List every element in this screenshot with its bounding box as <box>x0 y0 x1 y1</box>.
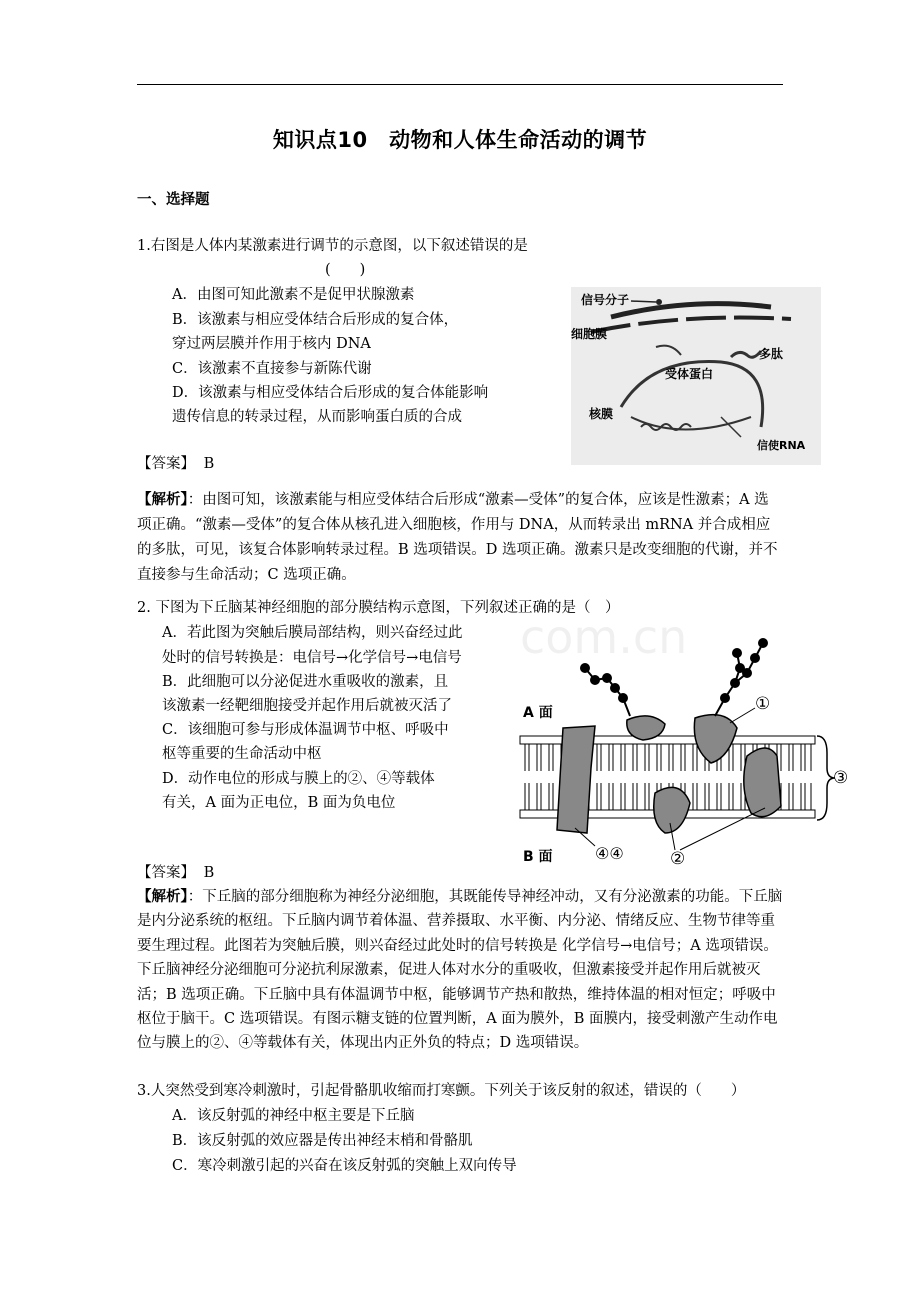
q2-answer-label: 【答案】 <box>137 865 195 881</box>
mrna-label: 信使RNA <box>757 439 806 452</box>
q2-answer <box>137 861 214 882</box>
q2-analysis-text: ：下丘脑的部分细胞称为神经分泌细胞，其既能传导神经冲动，又有分泌激素的功能。下丘脑是内分泌系统的枢纽。下丘脑内调节着体温、营养摄取、水平衡、内分泌、情绪反应、生物节律等重要生理过程。此图若为突触后膜，则兴奋经过此处时的信号转换是 化学信号→电信号；A 选项错误。下丘脑神经分泌细胞可分泌抗利尿激素，促进人体对水分的重吸收，但激素接受并起作用后就被灭活；B 选项正确。下丘脑中具有体温调节中枢，能够调节产热和散热，维持体温的相对恒定；呼吸中枢位于脑干。C 选项错误。有图示糖支链的位置判断，A 面为膜外，B 面膜内，接受刺激产生动作电位与膜上的②、④等载体有关，体现出内正外负的特点；D 选项错误。 <box>137 889 783 1052</box>
watermark: com.cn <box>520 610 688 664</box>
q1-option-b-cont: 穿过两层膜并作用于核内 DNA <box>172 336 371 352</box>
q3-option-a: A．该反射弧的神经中枢主要是下丘脑 <box>172 1108 415 1124</box>
polypeptide-label: 多肽 <box>759 347 784 361</box>
cell-membrane-label: 细胞膜 <box>571 327 608 341</box>
hormone-figure <box>571 287 821 465</box>
q1-analysis-label: 【解析】 <box>137 492 188 508</box>
page-title: 知识点10 动物和人体生命活动的调节 <box>272 128 648 152</box>
q1-answer <box>137 452 214 473</box>
callout-3: ③ <box>833 768 849 788</box>
b-side-label: B 面 <box>523 849 553 865</box>
q2-option-a: A．若此图为突触后膜局部结构，则兴奋经过此 <box>162 625 463 641</box>
q3-option-b: B．该反射弧的效应器是传出神经末梢和骨骼肌 <box>172 1133 473 1149</box>
nuclear-membrane-label: 核膜 <box>589 407 614 421</box>
q2-option-d-cont: 有关，A 面为正电位，B 面为负电位 <box>162 795 396 811</box>
callout-2: ② <box>670 849 686 869</box>
q2-option-b-cont: 该激素一经靶细胞接受并起作用后就被灭活了 <box>162 698 452 714</box>
callout-1: ① <box>755 694 771 714</box>
header-rule <box>137 84 783 85</box>
q1-analysis-text: ：由图可知，该激素能与相应受体结合后形成“激素—受体”的复合体，应该是性激素；A 选项正确。“激素—受体”的复合体从核孔进入细胞核，作用与 DNA，从而转录出 mRNA 并合成相应的多肽，可见，该复合体影响转录过程。B 选项错误。D 选项正确。激素只是改变细胞的代谢，并不直接参与生命活动；C 选项正确。 <box>137 492 778 583</box>
q1-option-d: D．该激素与相应受体结合后形成的复合体能影响 <box>172 385 489 401</box>
q1-option-a: A．由图可知此激素不是促甲状腺激素 <box>172 287 415 303</box>
signal-molecule-label: 信号分子 <box>581 293 630 307</box>
q1-option-d-cont: 遗传信息的转录过程，从而影响蛋白质的合成 <box>172 409 462 425</box>
q1-analysis <box>137 488 783 588</box>
q2-option-a-cont: 处时的信号转换是：电信号→化学信号→电信号 <box>162 650 462 666</box>
q1-option-b: B．该激素与相应受体结合后形成的复合体， <box>172 312 459 328</box>
q2-stem: 2. 下图为下丘脑某神经细胞的部分膜结构示意图，下列叙述正确的是（ ） <box>137 600 620 616</box>
q1-paren: ( ) <box>325 262 366 278</box>
q2-analysis-label: 【解析】 <box>137 889 188 905</box>
membrane-figure <box>515 628 855 868</box>
q2-option-c-cont: 枢等重要的生命活动中枢 <box>162 746 322 762</box>
a-side-label: A 面 <box>523 705 553 721</box>
q3-option-c: C．寒冷刺激引起的兴奋在该反射弧的突触上双向传导 <box>172 1158 517 1174</box>
q2-option-b: B．此细胞可以分泌促进水重吸收的激素，且 <box>162 674 449 690</box>
q3-stem: 3.人突然受到寒冷刺激时，引起骨骼肌收缩而打寒颤。下列关于该反射的叙述，错误的（ ） <box>137 1083 746 1099</box>
q2-analysis <box>137 885 783 1056</box>
q1-option-c: C．该激素不直接参与新陈代谢 <box>172 361 372 377</box>
q2-option-d: D．动作电位的形成与膜上的②、④等载体 <box>162 771 435 787</box>
q2-answer-value: B <box>203 865 215 881</box>
section-heading: 一、选择题 <box>137 192 210 208</box>
receptor-label: 受体蛋白 <box>665 367 714 381</box>
q1-answer-label: 【答案】 <box>137 456 195 472</box>
q1-stem: 1.右图是人体内某激素进行调节的示意图，以下叙述错误的是 <box>137 238 528 254</box>
callout-4: ④④ <box>595 844 624 863</box>
q2-option-c: C．该细胞可参与形成体温调节中枢、呼吸中 <box>162 722 449 738</box>
q1-answer-value: B <box>203 456 215 472</box>
